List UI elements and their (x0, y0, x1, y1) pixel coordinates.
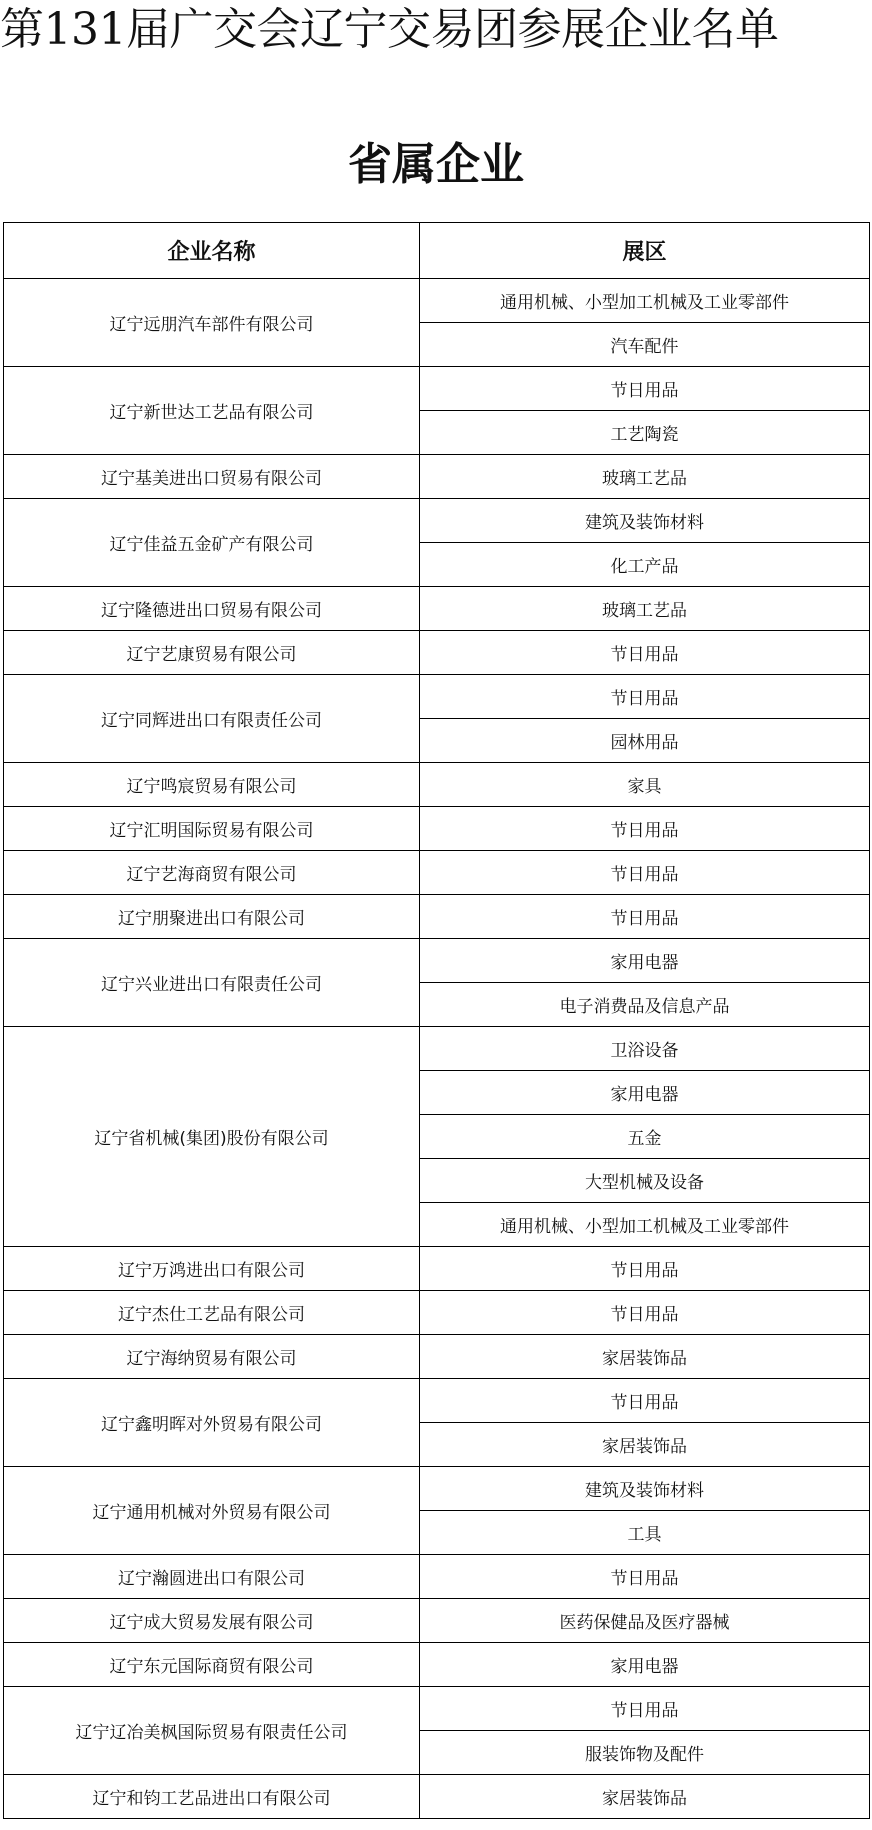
company-name-cell: 辽宁和钧工艺品进出口有限公司 (4, 1775, 420, 1819)
exhibition-zone-cell: 家用电器 (420, 939, 870, 983)
table-row (4, 1379, 870, 1423)
exhibition-zone-cell: 家居装饰品 (420, 1775, 870, 1819)
exhibition-zone-cell: 化工产品 (420, 543, 870, 587)
exhibition-zone-cell: 汽车配件 (420, 323, 870, 367)
company-name-cell: 辽宁艺海商贸有限公司 (4, 851, 420, 895)
table-row (4, 631, 870, 675)
table-row (4, 1027, 870, 1071)
company-name-cell: 辽宁杰仕工艺品有限公司 (4, 1291, 420, 1335)
table-row (4, 1687, 870, 1731)
table-row (4, 939, 870, 983)
company-name-cell: 辽宁汇明国际贸易有限公司 (4, 807, 420, 851)
company-name-cell: 辽宁艺康贸易有限公司 (4, 631, 420, 675)
exhibition-zone-cell: 节日用品 (420, 631, 870, 675)
table-row (4, 1555, 870, 1599)
company-name-cell: 辽宁东元国际商贸有限公司 (4, 1643, 420, 1687)
table-row (4, 675, 870, 719)
table-row (4, 895, 870, 939)
exhibition-zone-cell: 通用机械、小型加工机械及工业零部件 (420, 1203, 870, 1247)
company-name-cell: 辽宁基美进出口贸易有限公司 (4, 455, 420, 499)
exhibition-zone-cell: 节日用品 (420, 807, 870, 851)
company-name-cell: 辽宁鸣宸贸易有限公司 (4, 763, 420, 807)
exhibition-zone-cell: 服装饰物及配件 (420, 1731, 870, 1775)
table-row (4, 1291, 870, 1335)
exhibition-zone-cell: 工具 (420, 1511, 870, 1555)
table-row (4, 455, 870, 499)
table-body (4, 279, 870, 1819)
exhibition-zone-cell: 家具 (420, 763, 870, 807)
table-row (4, 807, 870, 851)
exhibition-zone-cell: 节日用品 (420, 1555, 870, 1599)
exhibition-zone-cell: 建筑及装饰材料 (420, 1467, 870, 1511)
company-name-cell: 辽宁佳益五金矿产有限公司 (4, 499, 420, 587)
company-name-cell: 辽宁鑫明晖对外贸易有限公司 (4, 1379, 420, 1467)
exhibition-zone-cell: 节日用品 (420, 1687, 870, 1731)
exhibition-zone-cell: 节日用品 (420, 367, 870, 411)
table-row (4, 763, 870, 807)
table-row (4, 1335, 870, 1379)
exhibition-zone-cell: 家居装饰品 (420, 1335, 870, 1379)
exhibition-zone-cell: 家用电器 (420, 1643, 870, 1687)
table-row (4, 367, 870, 411)
exhibition-zone-cell: 节日用品 (420, 675, 870, 719)
table-row (4, 587, 870, 631)
exhibition-zone-header: 展区 (420, 223, 870, 279)
exhibition-zone-cell: 工艺陶瓷 (420, 411, 870, 455)
exhibition-zone-cell: 节日用品 (420, 1247, 870, 1291)
exhibition-zone-cell: 医药保健品及医疗器械 (420, 1599, 870, 1643)
company-name-cell: 辽宁通用机械对外贸易有限公司 (4, 1467, 420, 1555)
table-row (4, 1643, 870, 1687)
exhibition-zone-cell: 电子消费品及信息产品 (420, 983, 870, 1027)
company-name-cell: 辽宁海纳贸易有限公司 (4, 1335, 420, 1379)
company-name-cell: 辽宁辽冶美枫国际贸易有限责任公司 (4, 1687, 420, 1775)
company-name-cell: 辽宁同辉进出口有限责任公司 (4, 675, 420, 763)
exhibition-zone-cell: 节日用品 (420, 1379, 870, 1423)
header-row (4, 223, 870, 279)
exhibition-zone-cell: 家用电器 (420, 1071, 870, 1115)
exhibitor-table (3, 222, 870, 1819)
company-name-cell: 辽宁万鸿进出口有限公司 (4, 1247, 420, 1291)
exhibition-zone-cell: 卫浴设备 (420, 1027, 870, 1071)
section-subtitle: 省属企业 (348, 139, 524, 190)
table-row (4, 851, 870, 895)
exhibition-zone-cell: 玻璃工艺品 (420, 455, 870, 499)
table-row (4, 1775, 870, 1819)
table-row (4, 1247, 870, 1291)
exhibition-zone-cell: 玻璃工艺品 (420, 587, 870, 631)
company-name-cell: 辽宁新世达工艺品有限公司 (4, 367, 420, 455)
company-name-cell: 辽宁兴业进出口有限责任公司 (4, 939, 420, 1027)
exhibition-zone-cell: 通用机械、小型加工机械及工业零部件 (420, 279, 870, 323)
page-title: 第131届广交会辽宁交易团参展企业名单 (0, 4, 779, 55)
company-name-header: 企业名称 (4, 223, 420, 279)
exhibition-zone-cell: 大型机械及设备 (420, 1159, 870, 1203)
exhibition-zone-cell: 节日用品 (420, 895, 870, 939)
company-name-cell: 辽宁远朋汽车部件有限公司 (4, 279, 420, 367)
exhibition-zone-cell: 家居装饰品 (420, 1423, 870, 1467)
exhibition-zone-cell: 园林用品 (420, 719, 870, 763)
table-row (4, 279, 870, 323)
table-row (4, 499, 870, 543)
table-header (4, 223, 870, 279)
exhibition-zone-cell: 建筑及装饰材料 (420, 499, 870, 543)
company-name-cell: 辽宁朋聚进出口有限公司 (4, 895, 420, 939)
company-name-cell: 辽宁省机械(集团)股份有限公司 (4, 1027, 420, 1247)
company-name-cell: 辽宁瀚圆进出口有限公司 (4, 1555, 420, 1599)
table-row (4, 1599, 870, 1643)
company-name-cell: 辽宁成大贸易发展有限公司 (4, 1599, 420, 1643)
company-name-cell: 辽宁隆德进出口贸易有限公司 (4, 587, 420, 631)
exhibition-zone-cell: 五金 (420, 1115, 870, 1159)
exhibition-zone-cell: 节日用品 (420, 1291, 870, 1335)
table-row (4, 1467, 870, 1511)
exhibition-zone-cell: 节日用品 (420, 851, 870, 895)
